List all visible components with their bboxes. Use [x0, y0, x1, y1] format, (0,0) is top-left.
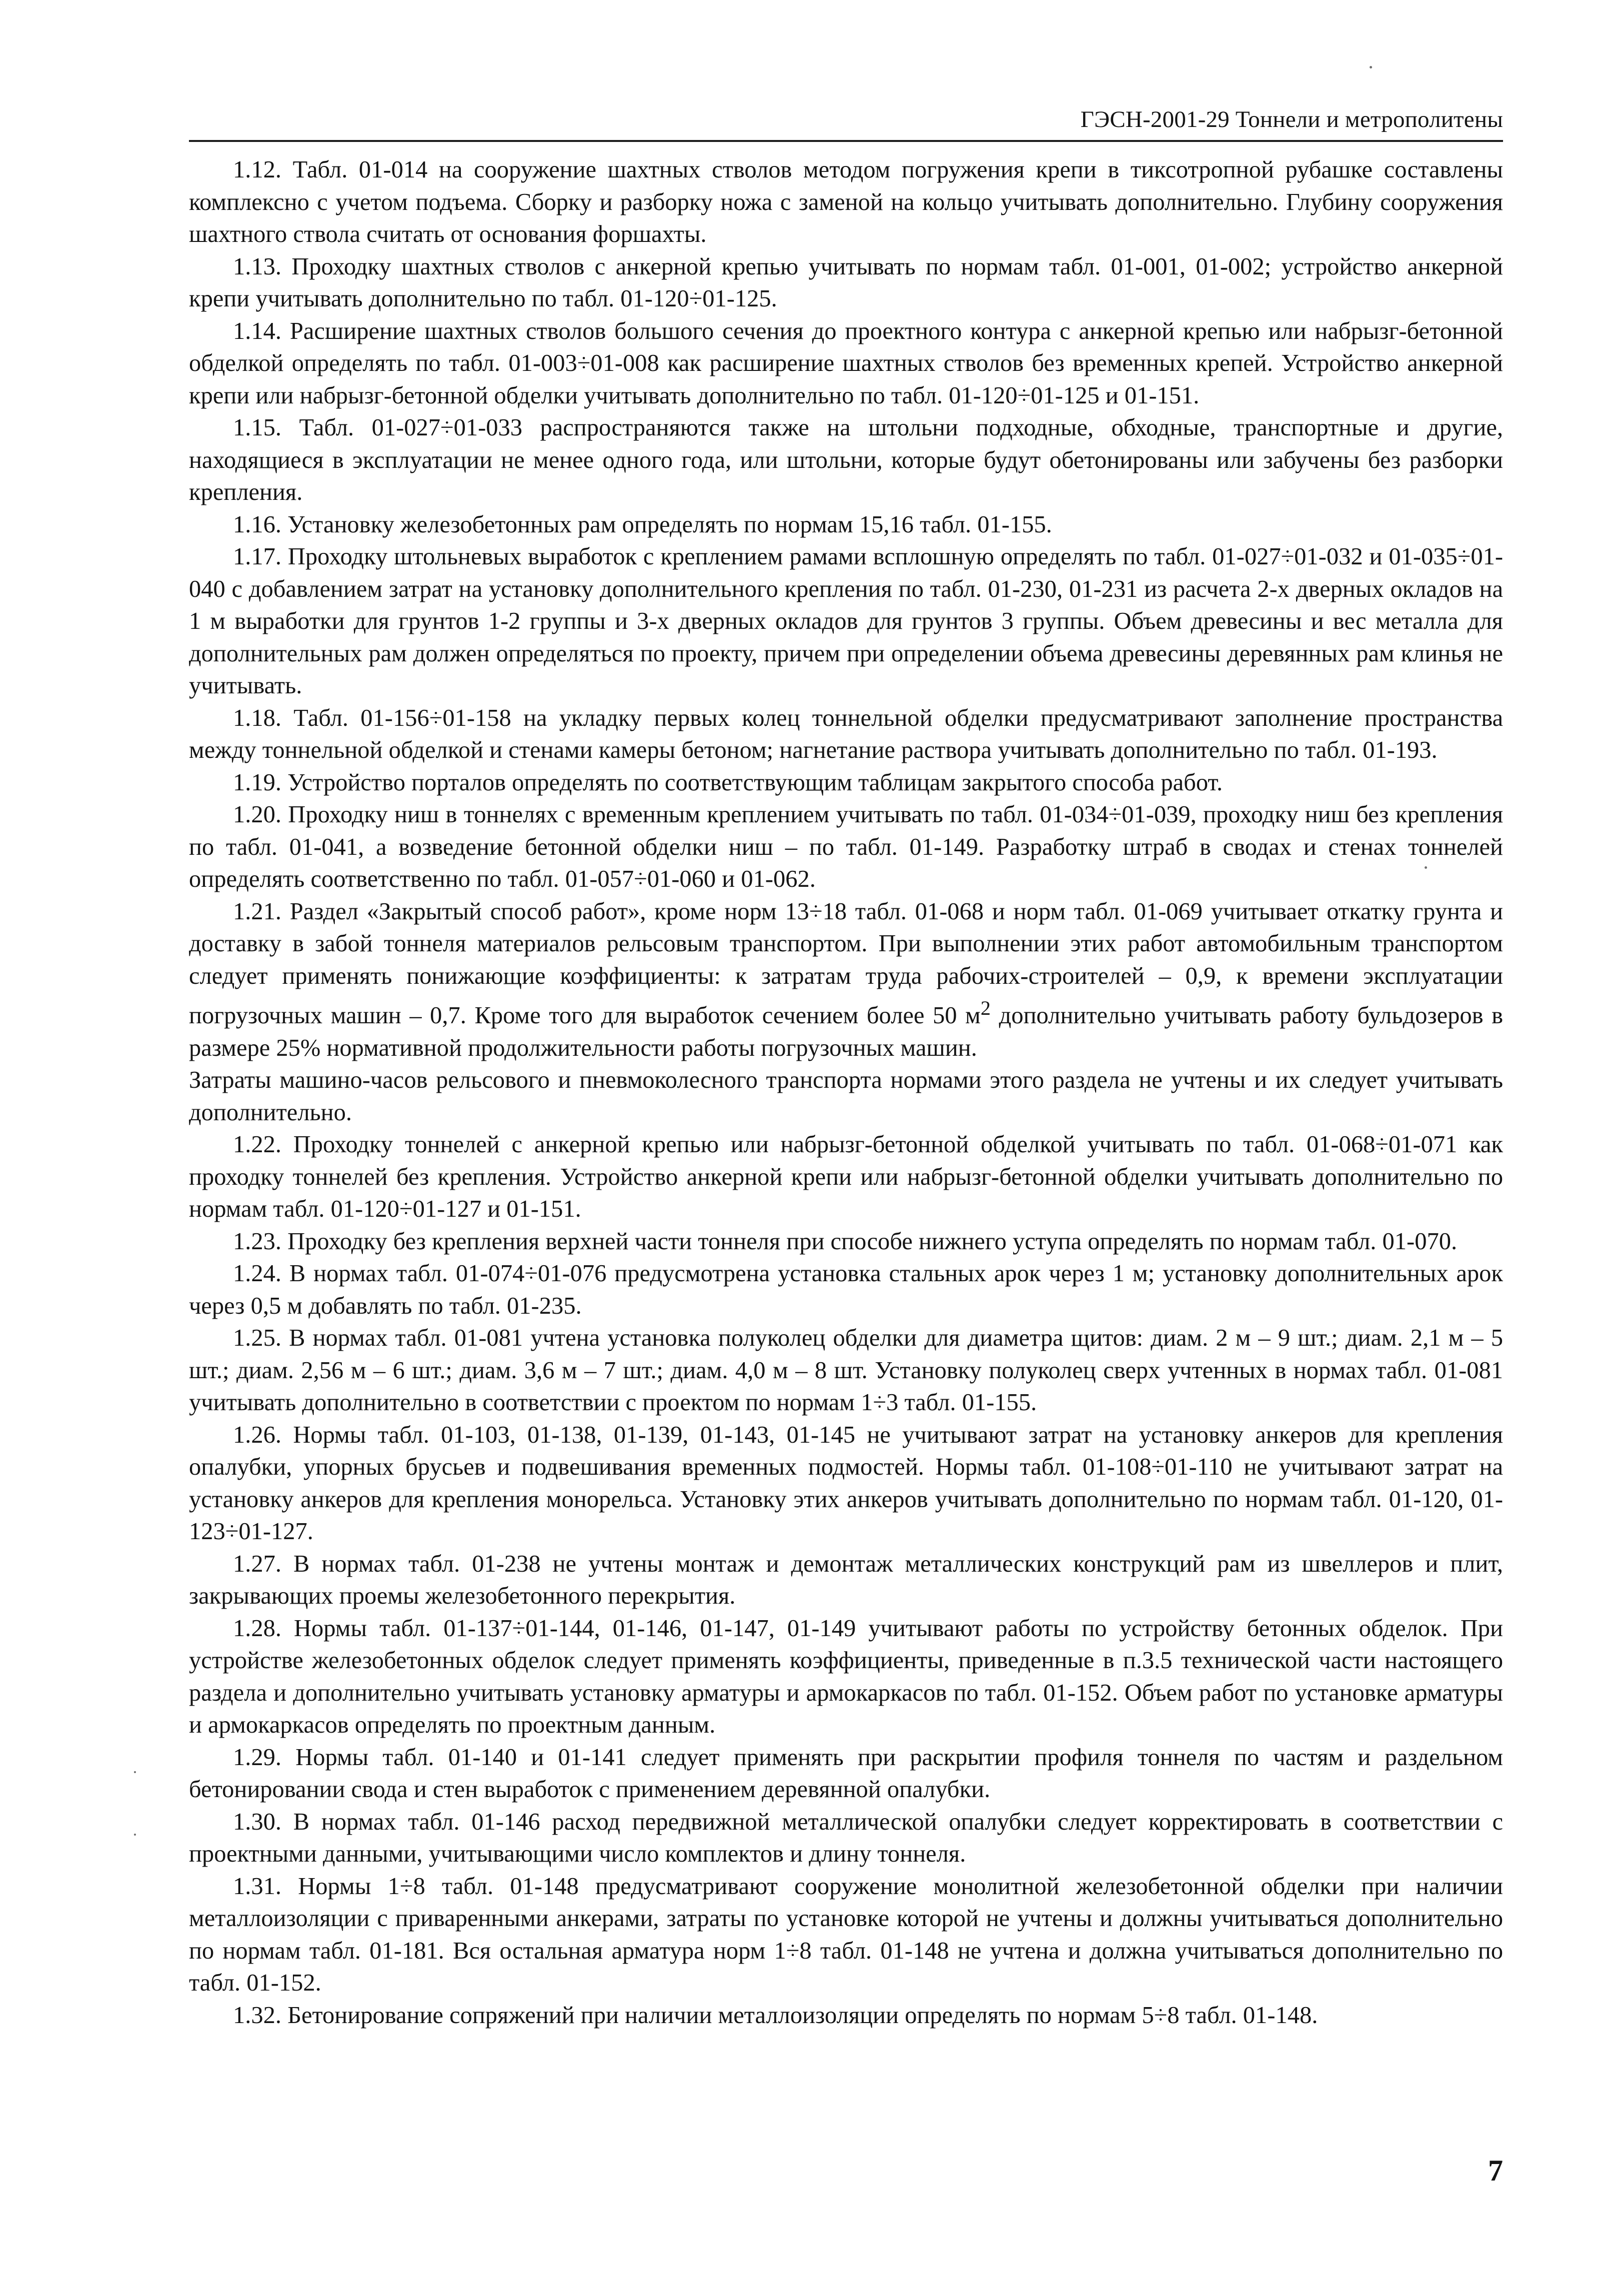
paragraph-1-15: 1.15. Табл. 01-027÷01-033 распространяются также на штольни подходные, обходные, транспортные и другие, находящиеся в эксплуатации не менее одного года, или штольни, которые будут обетонированы или забучены без разборки крепления.: [189, 414, 1503, 505]
paragraph-1-21-text: 1.21. Раздел «Закрытый способ работ», кроме норм 13÷18 табл. 01-068 и норм табл. 01-069 учитывает откатку грунта и доставку в забой тоннеля материалов рельсовым транспортом. При выполнении этих работ автомобильным транспортом следует применять понижающие коэффициенты: к затратам труда рабочих-строителей – 0,9, к времени эксплуатации погрузочных машин – 0,7. Кроме того для выработок сечением более 50 м: [189, 898, 1503, 1029]
header-rule: [189, 140, 1503, 142]
paragraph-1-13: 1.13. Проходку шахтных стволов с анкерной крепью учитывать по нормам табл. 01-001, 01-002; устройство анкерной крепи учитывать дополнительно по табл. 01-120÷01-125.: [189, 253, 1503, 312]
document-body: [189, 154, 1503, 2032]
paragraph-1-21-note: Затраты машино-часов рельсового и пневмоколесного транспорта нормами этого раздела не учтены и их следует учитывать дополнительно.: [189, 1067, 1503, 1126]
paragraph-1-32: 1.32. Бетонирование сопряжений при наличии металлоизоляции определять по нормам 5÷8 табл. 01-148.: [233, 2002, 1318, 2029]
paragraph-1-17: 1.17. Проходку штольневых выработок с креплением рамами всплошную определять по табл. 01-027÷01-032 и 01-035÷01-040 с добавлением затрат на установку дополнительного крепления по табл. 01-230, 01-231 из расчета 2-х дверных окладов на 1 м выработки для грунтов 1-2 группы и 3-х дверных окладов для грунтов 3 группы. Объем древесины и вес металла для дополнительных рам должен определяться по проекту, причем при определении объема древесины деревянных рам клинья не учитывать.: [189, 543, 1503, 699]
paragraph-1-12: 1.12. Табл. 01-014 на сооружение шахтных стволов методом погружения крепи в тиксотропной рубашке составлены комплексно с учетом подъема. Сборку и разборку ножа с заменой на кольцо учитывать дополнительно. Глубину сооружения шахтного ствола считать от основания форшахты.: [189, 156, 1503, 247]
paragraph-1-18: 1.18. Табл. 01-156÷01-158 на укладку первых колец тоннельной обделки предусматривают заполнение пространства между тоннельной обделкой и стенами камеры бетоном; нагнетание раствора учитывать дополнительно по табл. 01-193.: [189, 704, 1503, 763]
paragraph-1-30: 1.30. В нормах табл. 01-146 расход передвижной металлической опалубки следует корректировать в соответствии с проектными данными, учитывающими число комплектов и длину тоннеля.: [189, 1808, 1503, 1868]
paragraph-1-29: 1.29. Нормы табл. 01-140 и 01-141 следует применять при раскрытии профиля тоннеля по частям и раздельном бетонировании свода и стен выработок с применением деревянной опалубки.: [189, 1744, 1503, 1803]
paragraph-1-22: 1.22. Проходку тоннелей с анкерной крепью или набрызг-бетонной обделкой учитывать по табл. 01-068÷01-071 как проходку тоннелей без крепления. Устройство анкерной крепи или набрызг-бетонной обделки учитывать дополнительно по нормам табл. 01-120÷01-127 и 01-151.: [189, 1131, 1503, 1223]
paragraph-1-19: 1.19. Устройство порталов определять по соответствующим таблицам закрытого способа работ.: [233, 769, 1223, 796]
paragraph-1-25: 1.25. В нормах табл. 01-081 учтена установка полуколец обделки для диаметра щитов: диам. 2 м – 9 шт.; диам. 2,1 м – 5 шт.; диам. 2,56 м – 6 шт.; диам. 3,6 м – 7 шт.; диам. 4,0 м – 8 шт. Установку полуколец сверх учтенных в нормах табл. 01-081 учитывать дополнительно в соответствии с проектом по нормам 1÷3 табл. 01-155.: [189, 1325, 1503, 1416]
paragraph-1-14: 1.14. Расширение шахтных стволов большого сечения до проектного контура с анкерной крепью или набрызг-бетонной обделкой определять по табл. 01-003÷01-008 как расширение шахтных стволов без временных крепей. Устройство анкерной крепи или набрызг-бетонной обделки учитывать дополнительно по табл. 01-120÷01-125 и 01-151.: [189, 317, 1503, 409]
paragraph-1-26: 1.26. Нормы табл. 01-103, 01-138, 01-139, 01-143, 01-145 не учитывают затрат на установку анкеров для крепления опалубки, упорных брусьев и подвешивания временных подмостей. Нормы табл. 01-108÷01-110 не учитывают затрат на установку анкеров для крепления монорельса. Установку этих анкеров учитывать дополнительно по нормам табл. 01-120, 01-123÷01-127.: [189, 1421, 1503, 1545]
scan-speck: [1370, 66, 1372, 68]
page-number: 7: [1488, 2154, 1503, 2187]
paragraph-1-20: 1.20. Проходку ниш в тоннелях с временным креплением учитывать по табл. 01-034÷01-039, проходку ниш без крепления по табл. 01-041, а возведение бетонной обделки ниш – по табл. 01-149. Разработку штраб в сводах и стенах тоннелей определять соответственно по табл. 01-057÷01-060 и 01-062.: [189, 801, 1503, 892]
scan-speck: [134, 1834, 136, 1836]
running-header: ГЭСН-2001-29 Тоннели и метрополитены: [1080, 106, 1503, 132]
paragraph-1-27: 1.27. В нормах табл. 01-238 не учтены монтаж и демонтаж металлических конструкций рам из швеллеров и плит, закрывающих проемы железобетонного перекрытия.: [189, 1550, 1503, 1610]
paragraph-1-24: 1.24. В нормах табл. 01-074÷01-076 предусмотрена установка стальных арок через 1 м; установку дополнительных арок через 0,5 м добавлять по табл. 01-235.: [189, 1260, 1503, 1319]
paragraph-1-16: 1.16. Установку железобетонных рам определять по нормам 15,16 табл. 01-155.: [233, 511, 1052, 538]
paragraph-1-31: 1.31. Нормы 1÷8 табл. 01-148 предусматривают сооружение монолитной железобетонной обделки при наличии металлоизоляции с приваренными анкерами, затраты по установке которой не учтены и должны учитываться дополнительно по нормам табл. 01-181. Вся остальная арматура норм 1÷8 табл. 01-148 не учтена и должна учитываться дополнительно по табл. 01-152.: [189, 1873, 1503, 1997]
paragraph-1-21-text-end: дополнительно учитывать работу бульдозеров в размере 25% нормативной продолжительности работы погрузочных машин.: [189, 1002, 1503, 1061]
paragraph-1-28: 1.28. Нормы табл. 01-137÷01-144, 01-146, 01-147, 01-149 учитывают работы по устройству бетонных обделок. При устройстве железобетонных обделок следует применять коэффициенты, приведенные в п.3.5 технической части настоящего раздела и дополнительно учитывать установку арматуры и армокаркасов по табл. 01-152. Объем работ по установке арматуры и армокаркасов определять по проектным данным.: [189, 1615, 1503, 1739]
scan-speck: [1425, 866, 1427, 869]
scan-speck: [134, 1771, 136, 1773]
paragraph-1-21: [189, 896, 1503, 1065]
paragraph-1-23: 1.23. Проходку без крепления верхней части тоннеля при способе нижнего уступа определять по нормам табл. 01-070.: [233, 1228, 1458, 1255]
superscript-2: 2: [980, 997, 991, 1019]
